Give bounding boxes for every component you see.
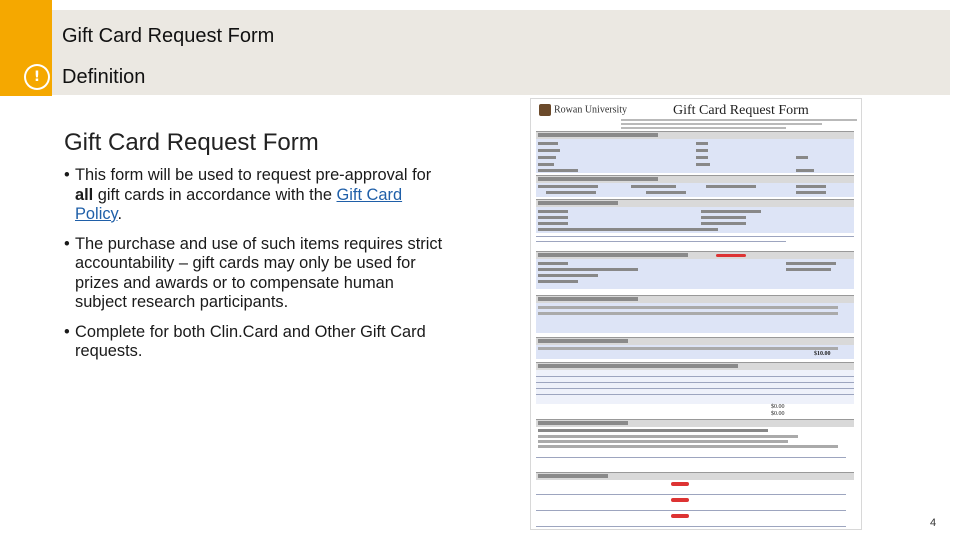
gift-card-policy-link[interactable]: Gift Card Policy bbox=[75, 185, 403, 223]
total-amount: $10.00 bbox=[814, 351, 831, 357]
form-section bbox=[536, 295, 854, 303]
form-section bbox=[536, 175, 854, 183]
approval-section bbox=[536, 480, 854, 529]
bullet-item: • This form will be used to request pre-approval for all gift cards in accordance with the Gift Card Policy. bbox=[64, 166, 444, 225]
form-fields bbox=[536, 139, 854, 173]
dollar-amount: $0.00 bbox=[771, 411, 785, 417]
signature-section bbox=[536, 427, 854, 469]
form-section bbox=[536, 199, 854, 207]
form-fields bbox=[536, 303, 854, 333]
disbursement-table bbox=[536, 370, 854, 404]
form-section bbox=[536, 131, 854, 139]
form-title: Gift Card Request Form bbox=[673, 103, 809, 118]
body-title: Gift Card Request Form bbox=[64, 129, 319, 156]
university-logo: Rowan University bbox=[539, 104, 627, 121]
bullet-list bbox=[64, 166, 444, 372]
form-section bbox=[536, 419, 854, 427]
form-fields bbox=[536, 207, 854, 233]
form-fields bbox=[536, 345, 854, 359]
form-screenshot bbox=[530, 98, 862, 530]
form-section bbox=[536, 362, 854, 370]
form-section bbox=[536, 251, 854, 259]
form-section bbox=[536, 472, 854, 480]
form-instructions bbox=[621, 119, 857, 129]
bullet-item: • Complete for both Clin.Card and Other Gift Card requests. bbox=[64, 323, 444, 362]
payment-amount: $0.00 bbox=[771, 404, 785, 410]
header-title: Gift Card Request Form bbox=[62, 25, 275, 47]
info-icon: ! bbox=[24, 64, 50, 90]
page-number: 4 bbox=[930, 517, 937, 529]
header-band bbox=[52, 10, 950, 95]
bullet-item: • The purchase and use of such items requires strict accountability – gift cards may only be used for prizes and awards or to compensate human subject research participants. bbox=[64, 235, 444, 313]
form-fields bbox=[536, 183, 854, 197]
form-section bbox=[536, 337, 854, 345]
header-subtitle: Definition bbox=[62, 66, 146, 88]
form-fields bbox=[536, 259, 854, 289]
